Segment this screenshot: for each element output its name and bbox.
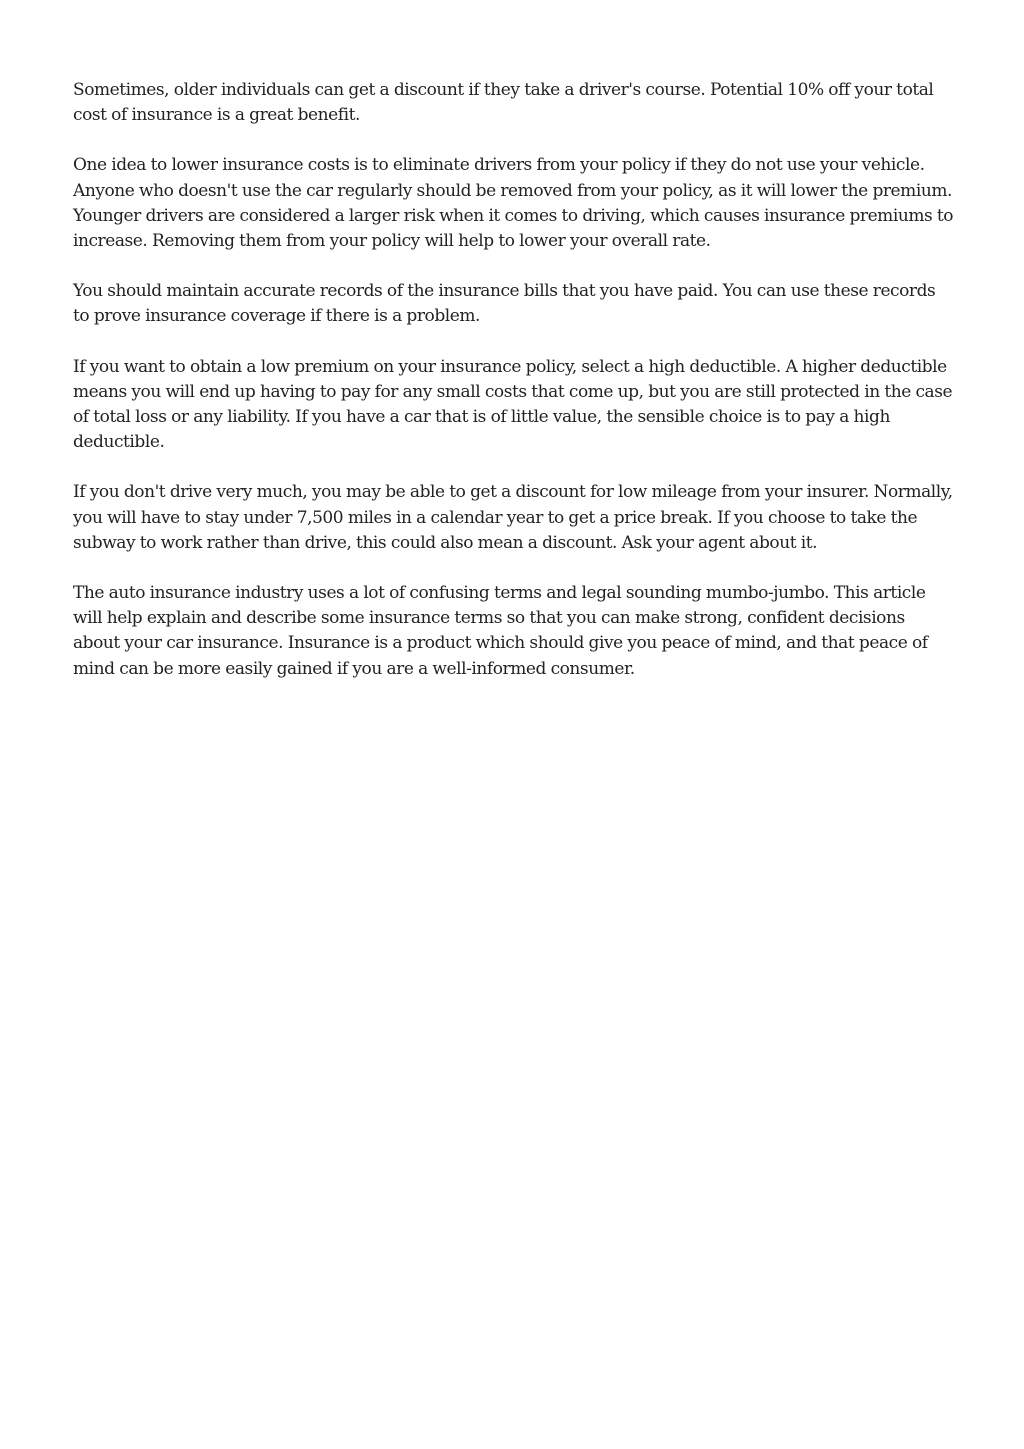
- paragraph-maintain-records: You should maintain accurate records of the insurance bills that you have paid. You can use these records to prove insurance coverage if there is a problem.: [73, 281, 936, 327]
- article-body: [73, 78, 954, 682]
- paragraph-low-mileage: If you don't drive very much, you may be able to get a discount for low mileage from your insurer. Normally, you will have to stay under 7,500 miles in a calendar year to get a price break. If you choose to take the subway to work rather than drive, this could also mean a discount. Ask your agent about it.: [73, 482, 953, 553]
- paragraph-drivers-course-discount: Sometimes, older individuals can get a discount if they take a driver's course. Potential 10% off your total cost of insurance is a great benefit.: [73, 80, 934, 126]
- paragraph-insurance-terms: The auto insurance industry uses a lot of confusing terms and legal sounding mumbo-jumbo. This article will help explain and describe some insurance terms so that you can make strong, confident decisions about your car insurance. Insurance is a product which should give you peace of mind, and that peace of mind can be more easily gained if you are a well-informed consumer.: [73, 583, 928, 679]
- paragraph-high-deductible: If you want to obtain a low premium on your insurance policy, select a high deductible. A higher deductible means you will end up having to pay for any small costs that come up, but you are still protected in the case of total loss or any liability. If you have a car that is of little value, the sensible choice is to pay a high deductible.: [73, 356, 953, 453]
- paragraph-eliminate-drivers: One idea to lower insurance costs is to eliminate drivers from your policy if they do not use your vehicle. Anyone who doesn't use the car regularly should be removed from your policy, as it will lower the premium. Younger drivers are considered a larger risk when it comes to driving, which causes insurance premiums to increase. Removing them from your policy will help to lower your overall rate.: [73, 155, 954, 252]
